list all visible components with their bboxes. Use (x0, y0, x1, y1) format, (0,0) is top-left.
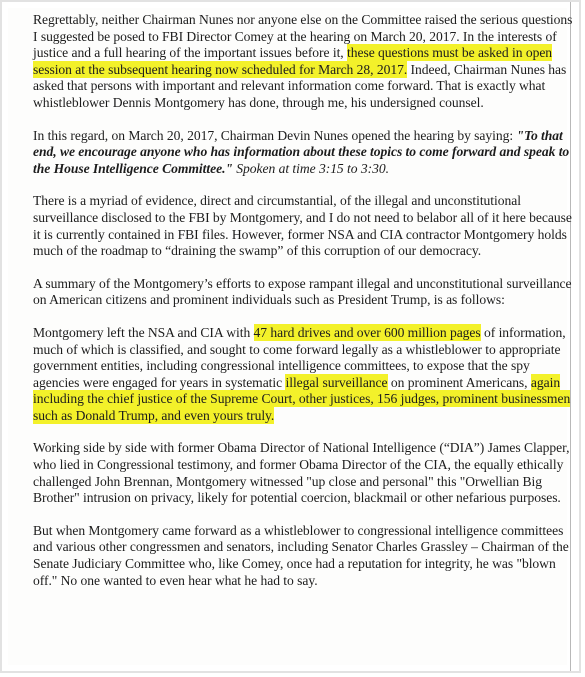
highlight-targets: again including the chief justice of the Supreme Court, other justices, 156 judges, prominent businessmen such as Donald Trump, and even yours truly. (33, 374, 571, 423)
paragraph-2 (33, 128, 576, 178)
paragraph-4-text: A summary of the Montgomery’s efforts to expose rampant illegal and unconstitutional surveillance on American citizens and prominent individuals such as President Trump, is as follows: (33, 275, 572, 308)
highlight-open-session: these questions must be asked in open session at the subsequent hearing now scheduled for March 28, 2017. (33, 45, 553, 77)
paragraph-5-text: Montgomery left the NSA and CIA with (33, 324, 254, 340)
paragraph-6-text: Working side by side with former Obama Director of National Intelligence (“DIA”) James Clapper, who lied in Congressional testimony, and former Obama Director of the CIA, the equally ethically challenged John Brennan, Montgomery witnessed "up close and personal" this "Orwellian Big Brother" intrusion on privacy, likely for potential coercion, blackmail or other nefarious purposes. (33, 440, 570, 506)
paragraph-3 (33, 193, 576, 259)
nunes-quote: "To that end, we encourage anyone who has information about these topics to come forward and speak to the House Intelligence Committee." (33, 127, 570, 176)
highlight-hard-drives: 47 hard drives and over 600 million pages (253, 324, 481, 340)
paragraph-5 (33, 325, 576, 425)
highlight-illegal-surveillance: illegal surveillance (285, 374, 388, 390)
paragraph-7-text: But when Montgomery came forward as a whistleblower to congressional intelligence committees and various other congressmen and senators, including Senator Charles Grassley – Chairman of the Senate Judiciary Committee who, like Comey, once had a reputation for integrity, he was "blown off." No one wanted to even hear what he had to say. (33, 522, 569, 588)
paragraph-6 (33, 440, 576, 506)
paragraph-1 (33, 12, 576, 112)
paragraph-2-text: In this regard, on March 20, 2017, Chairman Devin Nunes opened the hearing by saying: (33, 127, 517, 143)
quote-timestamp: Spoken at time 3:15 to 3:30. (232, 160, 389, 176)
paragraph-5-text-mid: of information, much of which is classified, and sought to come forward legally as a whistleblower to appropriate government entities, including congressional intelligence committees, to expose that the spy agencies were engaged for years in systematic (33, 324, 566, 390)
paragraph-5-text-mid2: on prominent Americans, (387, 374, 531, 390)
paragraph-4 (33, 276, 576, 309)
letter-body (33, 12, 576, 589)
paragraph-7 (33, 523, 576, 589)
paragraph-1-text-end: Indeed, Chairman Nunes has asked that persons with important and relevant information come forward. That is exactly what whistleblower Dennis Montgomery has done, through me, his undersigned counsel. (33, 61, 567, 110)
paragraph-3-text: There is a myriad of evidence, direct and circumstantial, of the illegal and unconstitutional surveillance disclosed to the FBI by Montgomery, and I do not need to belabor all of it here because it is currently contained in FBI files. However, former NSA and CIA contractor Montgomery holds much of the roadmap to “draining the swamp” of this corruption of our democracy. (33, 193, 572, 259)
paragraph-1-text: Regrettably, neither Chairman Nunes nor anyone else on the Committee raised the serious questions I suggested be posed to FBI Director Comey at the hearing on March 20, 2017. In the interests of justice and a full hearing of the important issues before it, (33, 12, 573, 61)
